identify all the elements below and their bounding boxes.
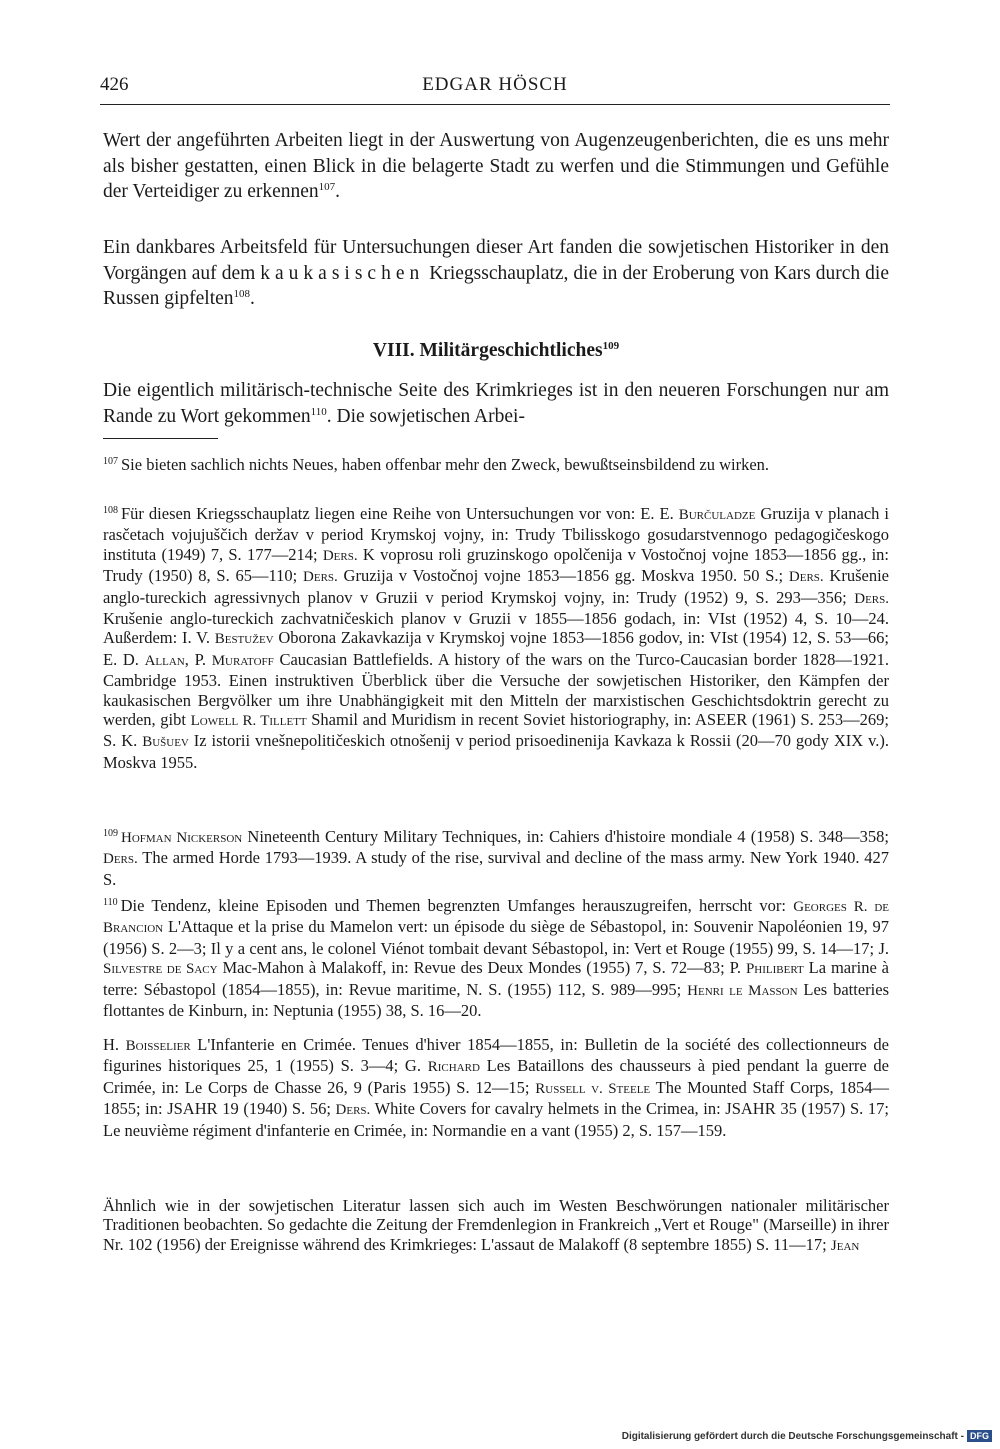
- footnote-107: $^{107}$ Sie bieten sachlich nichts Neues, haben offenbar mehr den Zweck, bewußtseinsbildend zu wirken.: [103, 455, 770, 474]
- dfg-logo: DFG: [967, 1430, 992, 1442]
- footnote-ref-110[interactable]: 110: [310, 405, 327, 418]
- paragraph-3: Die eigentlich militärisch-technische Seite des Krimkrieges ist in den neueren Forschungen nur am Rande zu Wort gekommen$^{110}$. Die sowjetischen Arbei-: [103, 380, 889, 427]
- spaced-word: kaukasischen: [260, 262, 425, 284]
- footnote-ref-109[interactable]: 109: [602, 340, 620, 352]
- digitization-credit: Digitalisierung gefördert durch die Deutsche Forschungsgemeinschaft - DFG: [622, 1430, 992, 1442]
- footnote-109: $^{109}$ Hofman Nickerson Nineteenth Century Military Techniques, in: Cahiers d'histoire mondiale 4 (1958) S. 348—358; Ders. The armed Horde 1793—1939. A study of the rise, survival and decline of the mass army. New York 1940. 427 S.: [103, 827, 889, 889]
- footnote-separator: [103, 438, 218, 439]
- section-heading: VIII. Militärgeschichtliches$^{109}$: [372, 340, 620, 361]
- running-title: EDGAR HÖSCH: [422, 74, 568, 95]
- footnote-108: $^{108}$ Für diesen Kriegsschauplatz liegen eine Reihe von Untersuchungen vor von: E. E. Burčuladze Gruzija v planach i rasčetach vojujuščich deržav v period Krymskoj vojny, in: Trudy Tbilisskogo gosudarstvennogo pedagogičeskogo instituta (1949) 7, S. 177—214; Ders. K voprosu roli gruzinskogo opolčenija v Vostočnoj vojne 1853—1856 gg., in: Trudy (1950) 8, S. 65—110; Ders. Gruzija v Vostočnoj vojne 1853—1856 gg. Moskva 1950. 50 S.; Ders. Krušenie anglo-tureckich agressivnych planov v Gruzii v period Krymskoj vojny, in: Trudy (1952) 9, S. 293—356; Ders. Krušenie anglo-tureckich zachvatničeskich planov v Gruzii v 1855—1856 godach, in: VIst (1952) 4, S. 10—24. Außerdem: I. V. Bestužev Oborona Zakavkazija v Krymskoj vojne 1853—1856 godov, in: VIst (1954) 12, S. 53—66; E. D. Allan, P. Muratoff Caucasian Battlefields. A history of the wars on the Turco-Caucasian border 1828—1921. Cambridge 1953. Einen instruktiven Überblick über die Versuche der sowjetischen Historiker, den Kämpfen der kaukasischen Bergvölker um ihre Unabhängigkeit mit den Mitteln der marxistischen Geschichtsdoktrin gerecht zu werden, gibt Lowell R. Tillett Shamil and Muridism in recent Soviet historiography, in: ASEER (1961) S. 253—269; S. K. Bušuev Iz istorii vnešnepolitičeskich otnošenij v period prisoedinenija Kavkaza k Rossii (20—70 gody XIX v.). Moskva 1955.: [103, 504, 890, 772]
- footnote-110-continued: H. Boisselier L'Infanterie en Crimée. Tenues d'hiver 1854—1855, in: Bulletin de la société des collectionneurs de figurines historiques 25, 1 (1955) S. 3—4; G. Richard Les Bataillons des chausseurs à pied pendant la guerre de Crimée, in: Le Corps de Chasse 26, 9 (Paris 1955) S. 12—15; Russell v. Steele The Mounted Staff Corps, 1854—1855; in: JSAHR 19 (1940) S. 56; Ders. White Covers for cavalry helmets in the Crimea, in: JSAHR 35 (1957) S. 17; Le neuvième régiment d'infanterie en Crimée, in: Normandie en a vant (1955) 2, S. 157—159.: [103, 1035, 890, 1140]
- paragraph-2: Ein dankbares Arbeitsfeld für Untersuchungen dieser Art fanden die sowjetischen Historiker in den Vorgängen auf dem kaukasischen Kriegsschauplatz, die in der Eroberung von Kars durch die Russen gipfelten$^{108}$.: [103, 237, 889, 309]
- running-header: [100, 74, 890, 100]
- paragraph-1: Wert der angeführten Arbeiten liegt in der Auswertung von Augenzeugenberichten, die es uns mehr als bisher gestatten, einen Blick in die belagerte Stadt zu werfen und die Stimmungen und Gefühle der Verteidiger zu erkennen$^{107}$.: [103, 130, 889, 202]
- footnote-ref-107[interactable]: 107: [318, 181, 336, 193]
- header-rule: [100, 104, 890, 105]
- footnote-ref-108[interactable]: 108: [233, 288, 251, 300]
- page-number: 426: [100, 74, 129, 95]
- footnote-110-paragraph-2: Ähnlich wie in der sowjetischen Literatur lassen sich auch im Westen Beschwörungen nationaler militärischer Traditionen beobachten. So gedachte die Zeitung der Fremdenlegion in Frankreich „Vert et Rouge" (Marseille) in ihrer Nr. 102 (1956) der Ereignisse während des Krimkrieges: L'assaut de Malakoff (8 septembre 1855) S. 11—17; Jean: [103, 1196, 889, 1254]
- footnote-110: $^{110}$ Die Tendenz, kleine Episoden und Themen begrenzten Umfanges herauszugreifen, herrscht vor: Georges R. de Brancion L'Attaque et la prise du Mamelon vert: un épisode du siège de Sébastopol, in: Souvenir Napoléonien 19, 97 (1956) S. 2—3; Il y a cent ans, le colonel Viénot tombait devant Sébastopol, in: Vert et Rouge (1955) 99, S. 14—17; J. Silvestre de Sacy Mac-Mahon à Malakoff, in: Revue des Deux Mondes (1955) 7, S. 72—83; P. Philibert La marine à terre: Sébastopol (1854—1855), in: Revue maritime, N. S. (1955) 112, S. 989—995; Henri le Masson Les batteries flottantes de Kinburn, in: Neptunia (1955) 38, S. 16—20.: [103, 896, 890, 1021]
